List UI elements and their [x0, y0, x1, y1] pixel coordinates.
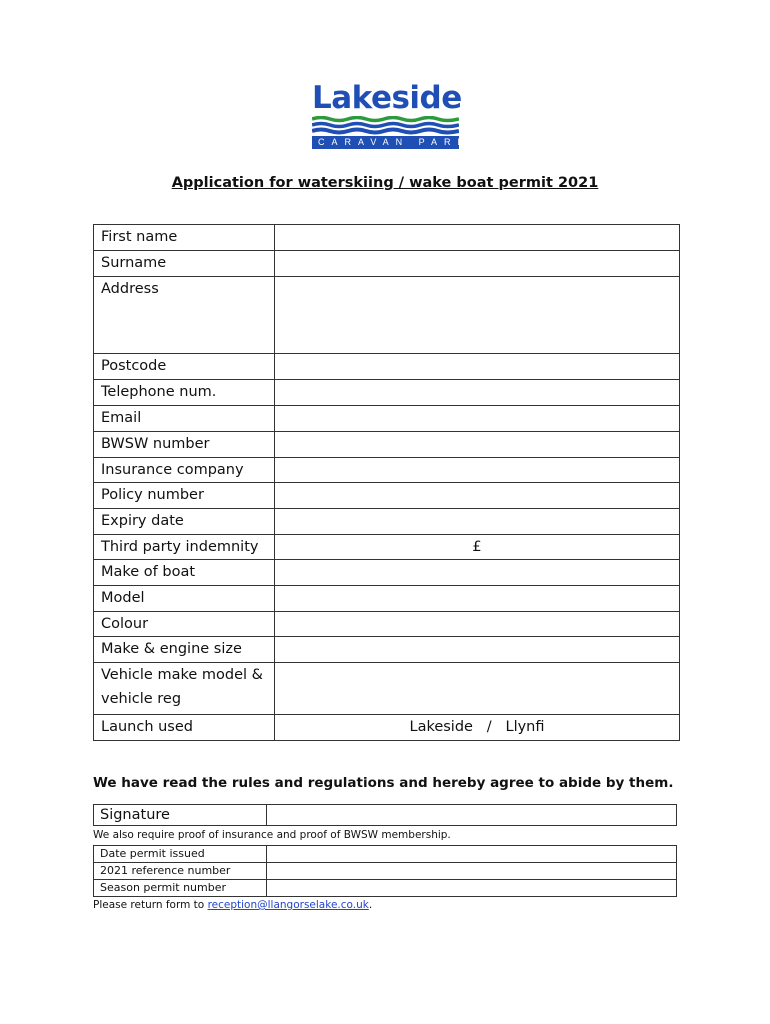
form-row-first-name: [94, 225, 680, 251]
form-row-insurance-company: [94, 458, 680, 483]
form-label: BWSW number: [94, 432, 275, 458]
third-party-indemnity-field[interactable]: £: [275, 535, 680, 560]
signature-table: [93, 804, 677, 826]
admin-label: Season permit number: [94, 880, 267, 897]
form-row-launch-used: [94, 715, 680, 741]
form-row-policy-number: [94, 483, 680, 509]
form-row-address: [94, 277, 680, 354]
colour-field[interactable]: [275, 612, 680, 637]
form-label: Address: [94, 277, 275, 354]
address-field[interactable]: [275, 277, 680, 354]
postcode-field[interactable]: [275, 354, 680, 380]
form-row-colour: [94, 612, 680, 637]
form-row-vehicle: [94, 663, 680, 715]
signature-field[interactable]: [267, 805, 677, 826]
proof-note: We also require proof of insurance and proof of BWSW membership.: [93, 829, 451, 841]
logo-waves-icon: [312, 116, 459, 136]
form-row-third-party-indemnity: [94, 535, 680, 560]
form-row-surname: [94, 251, 680, 277]
date-permit-issued-field[interactable]: [267, 846, 677, 863]
form-label: Make & engine size: [94, 637, 275, 663]
form-row-telephone: [94, 380, 680, 406]
form-row-bwsw-number: [94, 432, 680, 458]
office-use-table: [93, 845, 677, 897]
expiry-date-field[interactable]: [275, 509, 680, 535]
admin-row-season-permit: [94, 880, 677, 897]
form-row-expiry-date: [94, 509, 680, 535]
admin-row-date-issued: [94, 846, 677, 863]
form-label: Surname: [94, 251, 275, 277]
form-row-email: [94, 406, 680, 432]
form-label: Postcode: [94, 354, 275, 380]
engine-size-field[interactable]: [275, 637, 680, 663]
form-label: Expiry date: [94, 509, 275, 535]
return-note-prefix: Please return form to: [93, 899, 208, 911]
logo-wordmark: Lakeside: [312, 80, 462, 116]
launch-used-field[interactable]: Lakeside / Llynfi: [275, 715, 680, 741]
return-note-suffix: .: [368, 899, 373, 911]
reception-email-link[interactable]: reception@llangorselake.co.uk: [207, 899, 369, 911]
form-label: Email: [94, 406, 275, 432]
model-field[interactable]: [275, 586, 680, 612]
form-label: Policy number: [94, 483, 275, 509]
form-label: Third party indemnity: [94, 535, 275, 560]
form-label: Colour: [94, 612, 275, 637]
vehicle-field[interactable]: [275, 663, 680, 715]
first-name-field[interactable]: [275, 225, 680, 251]
application-form-table: [93, 224, 680, 741]
form-label: First name: [94, 225, 275, 251]
reference-number-field[interactable]: [267, 863, 677, 880]
admin-label: Date permit issued: [94, 846, 267, 863]
form-label: Vehicle make model & vehicle reg: [94, 663, 275, 715]
insurance-company-field[interactable]: [275, 458, 680, 483]
form-row-model: [94, 586, 680, 612]
admin-label: 2021 reference number: [94, 863, 267, 880]
form-label: Insurance company: [94, 458, 275, 483]
return-note: [93, 898, 372, 912]
admin-row-reference: [94, 863, 677, 880]
email-field[interactable]: [275, 406, 680, 432]
season-permit-number-field[interactable]: [267, 880, 677, 897]
lakeside-logo: [312, 80, 471, 150]
make-of-boat-field[interactable]: [275, 560, 680, 586]
form-label: Make of boat: [94, 560, 275, 586]
page-title: Application for waterskiing / wake boat permit 2021: [171, 175, 599, 191]
signature-row: [94, 805, 677, 826]
form-row-engine-size: [94, 637, 680, 663]
policy-number-field[interactable]: [275, 483, 680, 509]
agreement-statement: We have read the rules and regulations and hereby agree to abide by them.: [93, 775, 674, 791]
form-row-postcode: [94, 354, 680, 380]
bwsw-number-field[interactable]: [275, 432, 680, 458]
telephone-field[interactable]: [275, 380, 680, 406]
signature-label: Signature: [94, 805, 267, 826]
form-label: Launch used: [94, 715, 275, 741]
form-row-make-of-boat: [94, 560, 680, 586]
surname-field[interactable]: [275, 251, 680, 277]
form-label: Model: [94, 586, 275, 612]
form-label: Telephone num.: [94, 380, 275, 406]
logo-subtitle: CARAVAN PARK: [312, 136, 459, 149]
